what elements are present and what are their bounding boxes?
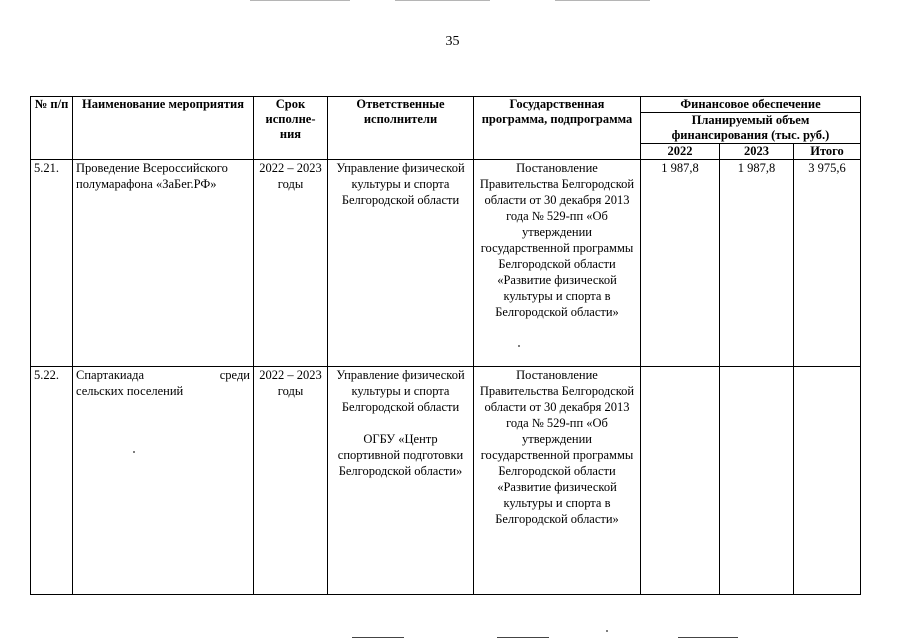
row-executors <box>328 367 474 595</box>
scan-artifact-bottom <box>678 637 738 638</box>
header-year-2022: 2022 <box>641 144 720 160</box>
row-value-2022: 1 987,8 <box>641 160 720 367</box>
row-value-2022 <box>641 367 720 595</box>
scan-speck <box>133 451 135 453</box>
executor-primary: Управление физической культуры и спорта Белгородской области <box>336 368 465 414</box>
row-name-line: Спартакиада среди <box>76 368 250 382</box>
table-row <box>31 160 861 367</box>
row-program: Постановление Правительства Белгородской области от 30 декабря 2013 года № 529-пп «Об утверждении государственной программы Белгородской области «Развитие физической культуры и спорта в Белгородской области» <box>474 160 641 367</box>
row-num: 5.22. <box>31 367 73 595</box>
row-value-total <box>794 367 861 595</box>
row-executors <box>328 160 474 367</box>
row-name: Проведение Всероссийского полумарафона «ЗаБег.РФ» <box>73 160 254 367</box>
row-name-line: сельских поселений <box>76 384 184 398</box>
row-value-2023 <box>720 367 794 595</box>
row-num: 5.21. <box>31 160 73 367</box>
scan-speck <box>518 345 520 347</box>
header-year-2023: 2023 <box>720 144 794 160</box>
scan-artifact-bottom <box>352 637 404 638</box>
row-name <box>73 367 254 595</box>
scan-artifact-top <box>395 0 490 1</box>
row-value-2023: 1 987,8 <box>720 160 794 367</box>
row-term: 2022 – 2023 годы <box>254 367 328 595</box>
table-row <box>31 367 861 595</box>
row-program: Постановление Правительства Белгородской области от 30 декабря 2013 года № 529-пп «Об утверждении государственной программы Белгородской области «Развитие физической культуры и спорта в Белгородской области» <box>474 367 641 595</box>
header-name: Наименование мероприятия <box>73 97 254 160</box>
header-total: Итого <box>794 144 861 160</box>
scan-speck <box>606 630 608 632</box>
events-table <box>30 96 861 595</box>
header-planned: Планируемый объем финансирования (тыс. руб.) <box>641 113 861 144</box>
scan-artifact-top <box>555 0 650 1</box>
scan-artifact-top <box>250 0 350 1</box>
header-num: № п/п <box>31 97 73 160</box>
executor-primary: Управление физической культуры и спорта Белгородской области <box>336 161 465 207</box>
scan-artifact-bottom <box>497 637 549 638</box>
row-term: 2022 – 2023 годы <box>254 160 328 367</box>
header-finance: Финансовое обеспечение <box>641 97 861 113</box>
header-program: Государственная программа, подпрограмма <box>474 97 641 160</box>
header-executors: Ответственные исполнители <box>328 97 474 160</box>
executor-secondary: ОГБУ «Центр спортивной подготовки Белгородской области» <box>337 432 464 478</box>
page-number: 35 <box>445 34 460 49</box>
header-term: Срок исполне-ния <box>254 97 328 160</box>
row-value-total: 3 975,6 <box>794 160 861 367</box>
